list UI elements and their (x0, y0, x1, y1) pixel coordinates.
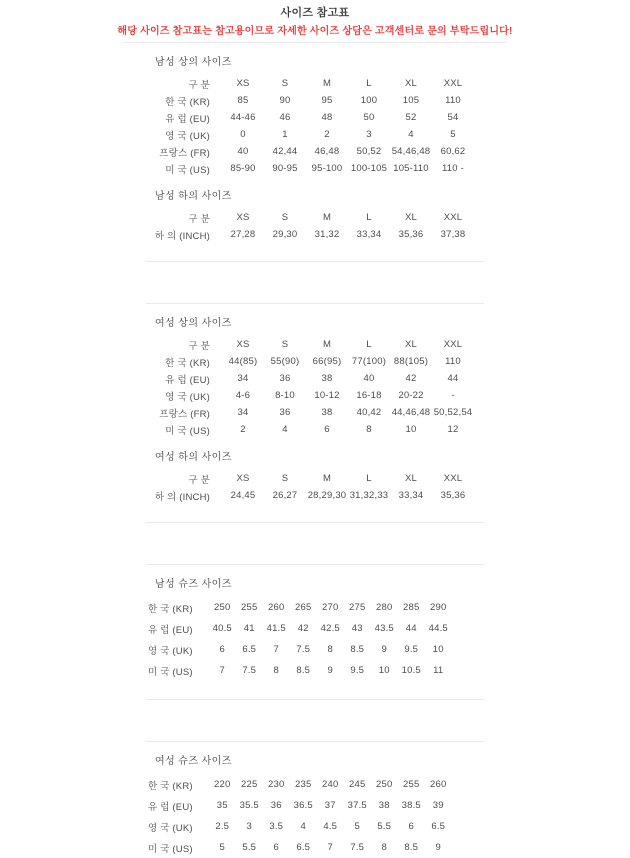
size-cell: 35 (216, 800, 228, 811)
size-cell: 77(100) (351, 356, 387, 367)
size-cell: 50,52,54 (433, 407, 473, 418)
size-cell: 9.5 (404, 644, 419, 655)
size-cell: 290 (430, 602, 447, 613)
size-cell: 255 (403, 779, 420, 790)
row-label: 영 국 (UK) (165, 130, 210, 142)
size-tables (0, 57, 630, 858)
column-header: XXL (443, 339, 463, 350)
table-title: 여성 상의 사이즈 (155, 318, 232, 329)
size-cell: 9 (435, 842, 441, 853)
size-cell: 8-10 (275, 390, 295, 401)
size-cell: 33,34 (356, 229, 382, 240)
size-cell: 46 (279, 112, 291, 123)
size-cell: 40 (363, 373, 375, 384)
column-header: S (281, 78, 289, 89)
table-row (148, 387, 474, 404)
size-cell: 38 (321, 373, 333, 384)
size-cell: 43.5 (374, 623, 394, 634)
size-cell: 225 (241, 779, 258, 790)
size-cell: 39 (432, 800, 444, 811)
size-cell: 5 (219, 842, 225, 853)
size-cell: 7.5 (296, 644, 311, 655)
size-cell: 85-90 (230, 163, 256, 174)
size-cell: 8 (273, 665, 279, 676)
size-cell: 4-6 (235, 390, 251, 401)
page-header (0, 0, 630, 38)
size-cell: 26,27 (272, 490, 298, 501)
size-cell: 44.5 (428, 623, 448, 634)
column-header: L (366, 339, 372, 350)
column-header: XXL (443, 473, 463, 484)
column-header: XS (236, 473, 250, 484)
size-cell: 20-22 (398, 390, 424, 401)
size-cell: 85 (237, 95, 249, 106)
size-cell: 50 (363, 112, 375, 123)
size-cell: 0 (240, 129, 246, 140)
size-cell: 44 (447, 373, 459, 384)
column-header: M (322, 339, 332, 350)
size-cell: 10 (432, 644, 444, 655)
size-cell: 36 (270, 800, 282, 811)
divider-line (146, 303, 484, 304)
size-cell: 10-12 (314, 390, 340, 401)
size-cell: 38.5 (401, 800, 421, 811)
column-header: XL (404, 473, 418, 484)
size-cell: 54,46,48 (391, 146, 431, 157)
column-header: XS (236, 339, 250, 350)
row-label: 하 의 (INCH) (154, 230, 210, 242)
separator-gap (0, 262, 630, 303)
divider-line (146, 564, 484, 565)
size-cell: 12 (447, 424, 459, 435)
size-cell: 6.5 (431, 821, 446, 832)
row-label: 유 럽 (EU) (148, 624, 193, 636)
size-cell: 42 (405, 373, 417, 384)
size-cell: 33,34 (398, 490, 424, 501)
size-cell: 7.5 (242, 665, 257, 676)
header-row (148, 336, 474, 353)
section-separator (0, 261, 630, 304)
size-cell: 110 - (442, 163, 464, 174)
size-cell: 4.5 (323, 821, 338, 832)
separator-gap (0, 523, 630, 564)
size-cell: 40 (237, 146, 249, 157)
table-title: 남성 슈즈 사이즈 (155, 579, 232, 590)
column-header: XS (236, 78, 250, 89)
table-row (148, 639, 452, 660)
table-row (148, 837, 452, 858)
table-row (148, 660, 452, 681)
table-row (148, 226, 474, 243)
size-cell: 8 (327, 644, 333, 655)
size-cell: 88(105) (393, 356, 429, 367)
row-label: 미 국 (US) (165, 425, 210, 437)
size-cell: 40.5 (212, 623, 232, 634)
size-cell: 9 (381, 644, 387, 655)
size-cell: 250 (214, 602, 231, 613)
size-cell: 265 (295, 602, 312, 613)
size-cell: 9 (327, 665, 333, 676)
size-table-block (0, 579, 630, 681)
size-cell: 100-105 (350, 163, 388, 174)
column-header: XXL (443, 212, 463, 223)
section-separator (0, 699, 630, 742)
size-cell: 2 (240, 424, 246, 435)
size-cell: 6 (273, 842, 279, 853)
row-label: 영 국 (UK) (165, 391, 210, 403)
size-cell: 235 (295, 779, 312, 790)
header-label: 구 분 (188, 213, 210, 225)
row-label: 미 국 (US) (148, 843, 193, 855)
table-row (148, 370, 474, 387)
size-cell: 34 (237, 373, 249, 384)
size-cell: 60,62 (440, 146, 466, 157)
column-header: XL (404, 78, 418, 89)
column-header: L (366, 78, 372, 89)
size-cell: 42.5 (320, 623, 340, 634)
row-label: 유 럽 (EU) (148, 801, 193, 813)
size-cell: 6.5 (242, 644, 257, 655)
size-cell: 2 (324, 129, 330, 140)
size-cell: 8.5 (350, 644, 365, 655)
size-cell: 16-18 (356, 390, 382, 401)
size-cell: 40,42 (356, 407, 382, 418)
divider-line (146, 741, 484, 742)
size-table-block (0, 318, 630, 438)
table-row (148, 421, 474, 438)
size-cell: 34 (237, 407, 249, 418)
size-cell: 48 (321, 112, 333, 123)
table-row (148, 404, 474, 421)
size-cell: 42 (297, 623, 309, 634)
size-cell: 44,46,48 (391, 407, 431, 418)
size-table (148, 209, 474, 243)
header-label: 구 분 (188, 474, 210, 486)
size-cell: 260 (430, 779, 447, 790)
size-cell: 6 (219, 644, 225, 655)
column-header: XL (404, 339, 418, 350)
size-cell: 270 (322, 602, 339, 613)
size-cell: 285 (403, 602, 420, 613)
size-cell: 36 (279, 373, 291, 384)
size-cell: 11 (433, 665, 444, 676)
size-cell: 31,32 (314, 229, 340, 240)
table-row (148, 353, 474, 370)
size-table (148, 470, 474, 504)
size-cell: 41 (243, 623, 255, 634)
size-cell: 36.5 (293, 800, 313, 811)
size-cell: 8 (381, 842, 387, 853)
size-cell: 46,48 (314, 146, 340, 157)
size-cell: 24,45 (230, 490, 256, 501)
size-cell: 38 (378, 800, 390, 811)
size-cell: 44-46 (230, 112, 256, 123)
size-cell: 6 (324, 424, 330, 435)
separator-gap (0, 700, 630, 741)
header-row (148, 470, 474, 487)
table-title: 여성 하의 사이즈 (155, 452, 232, 463)
row-label: 영 국 (UK) (148, 645, 193, 657)
size-cell: 35,36 (398, 229, 424, 240)
row-label: 한 국 (KR) (165, 357, 210, 369)
size-cell: 110 (445, 95, 461, 106)
size-table (148, 336, 474, 438)
size-cell: 3 (246, 821, 252, 832)
table-row (148, 487, 474, 504)
size-cell: 55(90) (270, 356, 300, 367)
table-title: 여성 슈즈 사이즈 (155, 756, 232, 767)
row-label: 프랑스 (FR) (159, 147, 210, 159)
size-cell: 8.5 (296, 665, 311, 676)
size-cell: 27,28 (230, 229, 256, 240)
table-row (148, 795, 452, 816)
table-row (148, 109, 474, 126)
size-cell: 10 (378, 665, 390, 676)
table-title: 남성 상의 사이즈 (155, 57, 232, 68)
size-cell: 37,38 (440, 229, 466, 240)
column-header: XL (404, 212, 418, 223)
size-cell: 29,30 (272, 229, 298, 240)
size-cell: 245 (349, 779, 366, 790)
size-cell: 35.5 (239, 800, 259, 811)
size-cell: 275 (349, 602, 366, 613)
size-table-block (0, 191, 630, 243)
size-cell: 95 (321, 95, 333, 106)
header-label: 구 분 (188, 340, 210, 352)
size-cell: 6 (408, 821, 414, 832)
header-label: 구 분 (188, 79, 210, 91)
row-label: 유 럽 (EU) (165, 374, 210, 386)
column-header: S (281, 339, 289, 350)
row-label: 한 국 (KR) (148, 603, 193, 615)
size-cell: 37.5 (347, 800, 367, 811)
size-cell: 1 (282, 129, 288, 140)
size-cell: 105-110 (393, 163, 429, 174)
size-cell: 37 (324, 800, 336, 811)
size-cell: 7.5 (350, 842, 365, 853)
size-cell: 250 (376, 779, 393, 790)
size-table (148, 597, 452, 681)
table-row (148, 126, 474, 143)
size-cell: 90 (279, 95, 291, 106)
size-cell: 8 (366, 424, 372, 435)
size-cell: 100 (360, 95, 378, 106)
row-label: 유 럽 (EU) (165, 113, 210, 125)
size-cell: 66(95) (312, 356, 342, 367)
size-cell: 3.5 (269, 821, 284, 832)
size-cell: 7 (327, 842, 333, 853)
size-cell: 260 (268, 602, 285, 613)
column-header: S (281, 212, 289, 223)
size-cell: 50,52 (356, 146, 382, 157)
size-cell: 5 (354, 821, 360, 832)
row-label: 미 국 (US) (148, 666, 193, 678)
section-separator (0, 522, 630, 565)
notice-text: 해당 사이즈 참고표는 참고용이므로 자세한 사이즈 상담은 고객센터로 문의 부탁드립니다! (117, 26, 513, 37)
size-cell: 38 (321, 407, 333, 418)
size-table-block (0, 756, 630, 858)
size-cell: 10.5 (401, 665, 421, 676)
table-row (148, 597, 452, 618)
size-cell: 41.5 (266, 623, 286, 634)
header-divider (123, 42, 507, 43)
table-row (148, 92, 474, 109)
size-cell: 220 (214, 779, 231, 790)
table-row (148, 160, 474, 177)
size-cell: 4 (300, 821, 306, 832)
column-header: XS (236, 212, 250, 223)
size-cell: 5 (450, 129, 456, 140)
size-cell: 230 (268, 779, 285, 790)
size-cell: 44 (405, 623, 417, 634)
size-cell: 42,44 (272, 146, 298, 157)
table-row (148, 143, 474, 160)
row-label: 미 국 (US) (165, 164, 210, 176)
column-header: S (281, 473, 289, 484)
row-label: 하 의 (INCH) (154, 491, 210, 503)
size-cell: 110 (445, 356, 461, 367)
size-cell: 105 (402, 95, 420, 106)
table-row (148, 774, 452, 795)
size-table-block (0, 452, 630, 504)
size-cell: 28,29,30 (307, 490, 347, 501)
size-cell: 43 (351, 623, 363, 634)
size-cell: 9.5 (350, 665, 365, 676)
row-label: 프랑스 (FR) (159, 408, 210, 420)
size-table (148, 774, 452, 858)
column-header: M (322, 78, 332, 89)
size-cell: 52 (405, 112, 417, 123)
column-header: XXL (443, 78, 463, 89)
size-table-block (0, 57, 630, 177)
table-row (148, 618, 452, 639)
size-cell: 6.5 (296, 842, 311, 853)
column-header: M (322, 212, 332, 223)
size-cell: 10 (405, 424, 417, 435)
size-cell: 36 (279, 407, 291, 418)
size-cell: 280 (376, 602, 393, 613)
size-cell: 2.5 (215, 821, 230, 832)
header-row (148, 209, 474, 226)
size-cell: 3 (366, 129, 372, 140)
header-row (148, 75, 474, 92)
size-cell: 90-95 (272, 163, 298, 174)
size-cell: 54 (447, 112, 459, 123)
size-cell: 95-100 (311, 163, 343, 174)
column-header: L (366, 473, 372, 484)
size-table (148, 75, 474, 177)
size-cell: 4 (408, 129, 414, 140)
size-cell: - (451, 390, 455, 401)
size-cell: 35,36 (440, 490, 466, 501)
size-cell: 5.5 (377, 821, 392, 832)
page-title: 사이즈 참고표 (280, 7, 350, 19)
size-cell: 4 (282, 424, 288, 435)
table-title: 남성 하의 사이즈 (155, 191, 232, 202)
size-cell: 5.5 (242, 842, 257, 853)
size-cell: 31,32,33 (349, 490, 389, 501)
size-cell: 255 (241, 602, 258, 613)
table-row (148, 816, 452, 837)
size-cell: 8.5 (404, 842, 419, 853)
size-cell: 7 (219, 665, 225, 676)
size-cell: 7 (273, 644, 279, 655)
row-label: 영 국 (UK) (148, 822, 193, 834)
row-label: 한 국 (KR) (165, 96, 210, 108)
size-cell: 44(85) (228, 356, 258, 367)
row-label: 한 국 (KR) (148, 780, 193, 792)
column-header: L (366, 212, 372, 223)
size-cell: 240 (322, 779, 339, 790)
column-header: M (322, 473, 332, 484)
